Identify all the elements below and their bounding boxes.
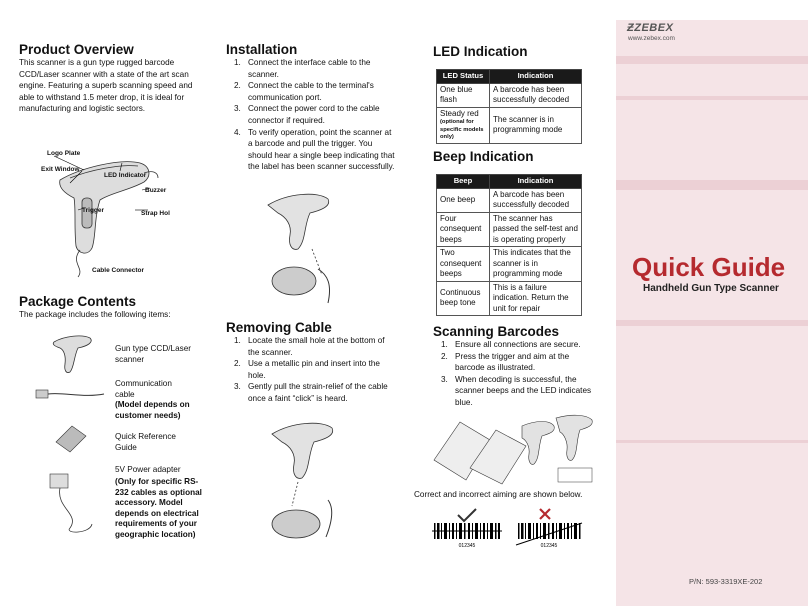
removing-steps: [226, 335, 398, 405]
cable-line: [76, 250, 80, 277]
beep-table: [436, 174, 582, 316]
label-exit-window: Exit Window: [41, 166, 80, 173]
installation-steps: [226, 57, 398, 173]
package-intro: The package includes the following items:: [19, 310, 171, 319]
cover-subtitle: Handheld Gun Type Scanner: [643, 283, 779, 294]
removing-title: Removing Cable: [226, 320, 332, 335]
beep-cell: Two consequent beeps: [437, 247, 490, 282]
power-adapter-icon: [40, 468, 100, 536]
table-row: [437, 212, 582, 247]
barcode-number: 012345: [458, 543, 476, 549]
beep-title: Beep Indication: [433, 149, 534, 164]
led-header-status: LED Status: [437, 70, 490, 84]
led-title: LED Indication: [433, 44, 528, 59]
table-row: [437, 107, 582, 143]
installation-title: Installation: [226, 42, 298, 57]
overview-title: Product Overview: [19, 42, 134, 57]
cable-icon: [34, 380, 106, 410]
brand-icon: Ƶ: [627, 22, 635, 34]
label-strap-hole: Strap Hol: [141, 210, 170, 217]
label-logo-plate: Logo Plate: [47, 150, 81, 157]
correct-aim-barcode: [432, 507, 502, 549]
beep-indication-cell: This indicates that the scanner is in programming mode: [490, 247, 582, 282]
scanning-step: 3. When decoding is successful, the scanner beeps and the LED indicates blue.: [441, 374, 592, 407]
led-indication-cell: The scanner is in programming mode: [490, 107, 582, 143]
cover-panel: [616, 20, 808, 606]
installation-step: 1. Connect the interface cable to the scanner.: [234, 58, 371, 79]
beep-header-indication: Indication: [490, 175, 582, 189]
installation-step: 4. To verify operation, point the scanner at a barcode and pull the trigger. You should hear a single beep indicating that the label has been scanner successfully.: [234, 127, 395, 172]
package-item-cable: Communication cable: [115, 379, 172, 399]
table-row: [437, 247, 582, 282]
brand-logo: ƵZEBEX: [627, 22, 674, 34]
beep-header-beep: Beep: [437, 175, 490, 189]
scanning-steps: [433, 339, 601, 409]
removing-step: 1. Locate the small hole at the bottom of the scanner.: [234, 336, 385, 357]
scanning-step: 1. Ensure all connections are secure.: [441, 340, 581, 349]
beep-cell: Continuous beep tone: [437, 281, 490, 316]
part-number: P/N: 593-3319XE-202: [689, 577, 763, 586]
overview-text: This scanner is a gun type rugged barcode CCD/Laser scanner with a state of the art scan engine. Featuring a superb scanning speed and able to withstand 1.5 meter drop, it is ideal for manufacturing and logistic sectors.: [19, 58, 193, 114]
brand-website: www.zebex.com: [628, 35, 675, 42]
label-led-indicator: LED Indicator: [104, 172, 147, 179]
removing-illustration: [262, 412, 362, 547]
package-item-adapter-note: (Only for specific RS-232 cables as optional accessory. Model depends on electrical requirements of your geographic location): [115, 477, 202, 539]
x-icon: [540, 509, 550, 519]
manual-icon: [52, 422, 88, 456]
led-status-cell: One blue flash: [437, 83, 490, 107]
led-indication-cell: A barcode has been successfully decoded: [490, 83, 582, 107]
scanning-illustration: [430, 410, 600, 488]
installation-illustration: [258, 185, 358, 310]
package-title: Package Contents: [19, 294, 137, 309]
led-status-cell: Steady red (optional for specific models only): [437, 107, 490, 143]
aim-caption: Correct and incorrect aiming are shown below.: [414, 490, 583, 499]
removing-step: 3. Gently pull the strain-relief of the cable once a faint “click” is heard.: [234, 382, 388, 403]
scanner-icon: [48, 330, 96, 378]
cover-stripes: [616, 20, 808, 606]
label-cable-connector: Cable Connector: [92, 267, 145, 274]
package-item-adapter: 5V Power adapter: [115, 465, 181, 474]
scanning-title: Scanning Barcodes: [433, 324, 560, 339]
beep-cell: Four consequent beeps: [437, 212, 490, 247]
incorrect-aim-barcode: [512, 507, 586, 549]
scanning-step: 2. Press the trigger and aim at the barcode as illustrated.: [441, 351, 570, 373]
beep-indication-cell: A barcode has been successfully decoded: [490, 188, 582, 212]
table-row: [437, 188, 582, 212]
beep-indication-cell: The scanner has passed the self-test and is operating properly: [490, 212, 582, 247]
installation-step: 3. Connect the power cord to the cable connector if required.: [234, 104, 380, 125]
barcode-number: 012345: [540, 543, 558, 549]
table-row: [437, 83, 582, 107]
beep-cell: One beep: [437, 188, 490, 212]
led-status-note: (optional for specific models only): [440, 119, 484, 140]
led-table: [436, 69, 582, 144]
package-item-scanner: Gun type CCD/Laser scanner: [115, 344, 191, 364]
removing-step: 2. Use a metallic pin and insert into the hole.: [234, 359, 380, 380]
scanner-parts-diagram: [40, 138, 180, 278]
package-item-cable-note: (Model depends on customer needs): [115, 400, 190, 420]
check-icon: [458, 509, 476, 521]
label-trigger: Trigger: [82, 207, 105, 214]
table-row: [437, 281, 582, 316]
beep-indication-cell: This is a failure indication. Return the unit for repair: [490, 281, 582, 316]
led-header-indication: Indication: [490, 70, 582, 84]
installation-step: 2. Connect the cable to the terminal's communication port.: [234, 81, 374, 102]
label-buzzer: Buzzer: [145, 187, 167, 194]
cover-title: Quick Guide: [632, 252, 786, 282]
package-item-guide: Quick Reference Guide: [115, 432, 176, 452]
